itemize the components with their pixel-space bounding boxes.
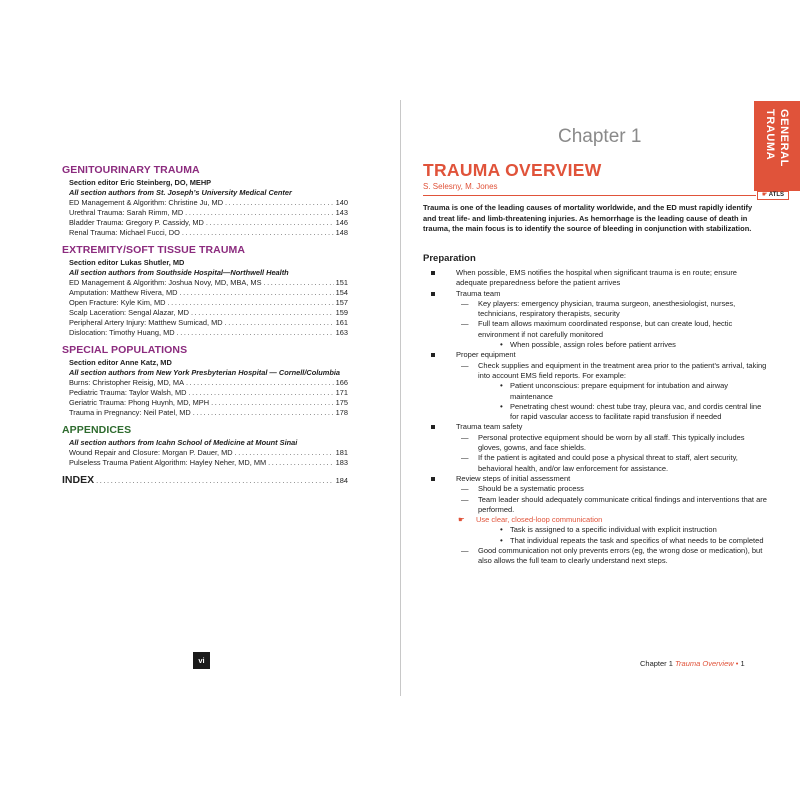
bullet-item (423, 381, 768, 402)
bullet-text: When possible, assign roles before patient arrives (510, 340, 676, 350)
intro-paragraph: Trauma is one of the leading causes of mortality worldwide, and the ED must rapidly identify and treat life- and limb-threatening injuries. As hemorrhage is the leading cause of death in trauma, the main focus is to identify the source of bleeding in conjunction with stabilization. (423, 203, 753, 233)
toc-leader-dots (168, 298, 334, 308)
toc-section-title: APPENDICES (62, 424, 132, 436)
toc-entry-title: Urethral Trauma: Sarah Rimm, MD (69, 208, 184, 217)
toc-entry-page: 148 (335, 228, 348, 237)
toc-leader-dots (182, 228, 334, 238)
toc-entry-title: Amputation: Matthew Rivera, MD (69, 288, 178, 297)
dash-bullet-icon: — (461, 494, 469, 504)
bullet-text: Penetrating chest wound: chest tube tray, pleura vac, and cordis central line for rapid vascular access to facilitate rapid transfusion if needed (510, 401, 762, 422)
toc-entry (62, 328, 348, 338)
toc-section (62, 164, 348, 238)
toc-entry-title: Geriatric Trauma: Phong Huynh, MD, MPH (69, 398, 210, 407)
bullet-text: Full team allows maximum coordinated response, but can create loud, hectic environment if not carefully monitored (478, 319, 733, 339)
toc-entry-title: Peripheral Artery Injury: Matthew Sumicad, MD (69, 318, 223, 327)
toc-entry (62, 198, 348, 208)
toc-entry-page: 154 (335, 288, 348, 297)
bullet-item (423, 319, 768, 340)
title-rule (423, 195, 756, 196)
bullet-text: Good communication not only prevents errors (eg, the wrong dose or medication), but also allows the full team to clearly understand next steps. (478, 546, 763, 566)
toc-entry (62, 218, 348, 228)
bullet-item (423, 402, 768, 423)
bullet-item (423, 495, 768, 516)
toc-entry-title: ED Management & Algorithm: Joshua Novy, MD, MBA, MS (69, 278, 262, 287)
dot-bullet-icon: • (500, 535, 503, 545)
dash-bullet-icon: — (461, 298, 469, 308)
dash-bullet-icon: — (461, 484, 469, 494)
toc-leader-dots (186, 378, 334, 388)
toc-entry-title: Dislocation: Timothy Huang, MD (69, 328, 175, 337)
toc-leader-dots (264, 278, 334, 288)
page-number-left: vi (193, 652, 210, 669)
square-bullet-icon (431, 292, 435, 296)
bullet-text: Key players: emergency physician, trauma surgeon, anesthesiologist, nurses, technicians, respiratory therapists, security (478, 298, 736, 319)
bullet-text: Should be a systematic process (478, 484, 584, 494)
toc-section-title: SPECIAL POPULATIONS (62, 344, 188, 356)
toc-leader-dots (185, 208, 333, 218)
bullet-text: Use clear, closed-loop communication (476, 515, 603, 525)
square-bullet-icon (431, 353, 435, 357)
chapter-authors: S. Selesny, M. Jones (423, 182, 498, 191)
toc-entry-title: Bladder Trauma: Gregory P. Cassidy, MD (69, 218, 204, 227)
toc-entry-page: 171 (335, 388, 348, 397)
toc-section (62, 424, 348, 468)
bullet-text: Check supplies and equipment in the treatment area prior to the patient’s arrival, taking into account EMS field reports. For example: (478, 360, 767, 380)
toc-entry (62, 228, 348, 238)
toc-leader-dots (235, 448, 334, 458)
toc-entry-page: 178 (335, 408, 348, 417)
toc-section-authors: All section authors from New York Presbyterian Hospital — Cornell/Columbia (69, 368, 341, 377)
section-tab-label: GENERAL TRAUMA (764, 109, 790, 167)
toc-entry (62, 408, 348, 418)
square-bullet-icon (431, 477, 435, 481)
toc-entry-page: 146 (335, 218, 348, 227)
toc-entry-title: Burns: Christopher Reisig, MD, MA (69, 378, 184, 387)
bullet-item (423, 515, 768, 525)
bullet-item (423, 536, 768, 546)
toc-entry-page: 157 (335, 298, 348, 307)
toc-entry (62, 388, 348, 398)
toc-entry (62, 278, 348, 288)
toc-leader-dots (193, 408, 334, 418)
toc-entry-page: 181 (335, 448, 348, 457)
section-tab (754, 101, 800, 191)
toc-section (62, 244, 348, 338)
toc-index-row (62, 474, 348, 486)
toc-leader-dots (225, 318, 334, 328)
toc-index-page: 184 (335, 476, 348, 485)
bullet-item (423, 361, 768, 382)
square-bullet-icon (431, 425, 435, 429)
bullet-text: Team leader should adequately communicate critical findings and interventions that are performed. (478, 494, 767, 514)
bullet-list (423, 268, 768, 567)
toc-entry-title: Pediatric Trauma: Taylor Walsh, MD (69, 388, 187, 397)
toc-entry-title: Trauma in Pregnancy: Neil Patel, MD (69, 408, 191, 417)
toc-section (62, 344, 348, 418)
dot-bullet-icon: • (500, 381, 503, 391)
toc-leader-dots (188, 388, 333, 398)
bullet-item (423, 546, 768, 567)
toc-entry-page: 140 (335, 198, 348, 207)
toc-leader-dots (96, 476, 334, 485)
toc-section-editor: Section editor Eric Steinberg, DO, MEHP (69, 178, 212, 187)
dash-bullet-icon: — (461, 432, 469, 442)
toc-leader-dots (177, 328, 334, 338)
atls-badge-label: ATLS (768, 192, 785, 198)
toc-entry-page: 161 (335, 318, 348, 327)
toc-entry-title: Renal Trauma: Michael Fucci, DO (69, 228, 180, 237)
footer-page: 1 (740, 659, 745, 668)
toc-entry (62, 448, 348, 458)
toc-entry (62, 458, 348, 468)
bullet-text: Task is assigned to a specific individual with explicit instruction (510, 525, 717, 535)
toc-section-editor: Section editor Anne Katz, MD (69, 358, 172, 367)
toc-entry-page: 143 (335, 208, 348, 217)
dash-bullet-icon: — (461, 360, 469, 370)
toc-entry-page: 183 (335, 458, 348, 467)
pointing-hand-icon: ☛ (458, 515, 465, 525)
toc-entry-page: 159 (335, 308, 348, 317)
footer-separator-dot: • (735, 659, 739, 668)
bullet-text: Patient unconscious: prepare equipment for intubation and airway maintenance (510, 381, 729, 401)
pointing-hand-icon: ☛ (761, 192, 768, 198)
toc-entry-page: 175 (335, 398, 348, 407)
bullet-text: Trauma team (456, 288, 501, 298)
bullet-text: Trauma team safety (456, 422, 523, 432)
toc-leader-dots (179, 288, 333, 298)
toc-section-title: GENITOURINARY TRAUMA (62, 164, 200, 176)
table-of-contents (62, 164, 348, 486)
bullet-item (423, 268, 768, 289)
toc-entry (62, 308, 348, 318)
dash-bullet-icon: — (461, 319, 469, 329)
atls-badge (757, 191, 789, 200)
dot-bullet-icon: • (500, 525, 503, 535)
bullet-text: That individual repeats the task and specifics of what needs to be completed (510, 535, 764, 545)
toc-section-title: EXTREMITY/SOFT TISSUE TRAUMA (62, 244, 246, 256)
bullet-text: When possible, EMS notifies the hospital when significant trauma is en route; ensure adequate preparedness before the patient arrives (456, 268, 737, 288)
toc-section-authors: All section authors from St. Joseph’s University Medical Center (69, 188, 292, 197)
footer-title: Trauma Overview (675, 659, 734, 668)
bullet-text: Proper equipment (456, 350, 516, 360)
bullet-item (423, 525, 768, 535)
toc-leader-dots (191, 308, 334, 318)
toc-entry (62, 398, 348, 408)
toc-entry (62, 378, 348, 388)
bullet-item (423, 484, 768, 494)
toc-leader-dots (225, 198, 334, 208)
bullet-text: Review steps of initial assessment (456, 473, 571, 483)
bullet-item (423, 289, 768, 299)
toc-entry-title: Pulseless Trauma Patient Algorithm: Hayley Neher, MD, MM (69, 458, 267, 467)
chapter-label: Chapter 1 (558, 126, 642, 147)
running-footer (640, 659, 745, 668)
toc-entry-title: Open Fracture: Kyle Kim, MD (69, 298, 166, 307)
bullet-item (423, 422, 768, 432)
toc-entry (62, 208, 348, 218)
chapter-title: TRAUMA OVERVIEW (423, 160, 602, 180)
toc-entry-title: ED Management & Algorithm: Christine Ju, MD (69, 198, 224, 207)
footer-chapter: Chapter 1 (640, 659, 673, 668)
toc-leader-dots (206, 218, 334, 228)
toc-leader-dots (268, 458, 334, 468)
toc-entry (62, 298, 348, 308)
square-bullet-icon (431, 271, 435, 275)
toc-section-authors: All section authors from Icahn School of Medicine at Mount Sinai (69, 438, 298, 447)
toc-section-editor: Section editor Lukas Shutler, MD (69, 258, 185, 267)
toc-entry-page: 151 (335, 278, 348, 287)
dot-bullet-icon: • (500, 401, 503, 411)
bullet-item (423, 474, 768, 484)
bullet-item (423, 340, 768, 350)
bullet-item (423, 453, 768, 474)
bullet-item (423, 350, 768, 360)
dash-bullet-icon: — (461, 546, 469, 556)
section-heading: Preparation (423, 253, 476, 264)
bullet-text: Personal protective equipment should be worn by all staff. This typically includes gloves, gowns, and face shields. (478, 432, 745, 453)
toc-entry-title: Scalp Laceration: Sengal Alazar, MD (69, 308, 189, 317)
bullet-item (423, 299, 768, 320)
toc-section-authors: All section authors from Southside Hospital—Northwell Health (69, 268, 289, 277)
toc-entry-title: Wound Repair and Closure: Morgan P. Dauer, MD (69, 448, 233, 457)
right-page (401, 0, 800, 800)
toc-entry-page: 163 (335, 328, 348, 337)
dash-bullet-icon: — (461, 453, 469, 463)
dot-bullet-icon: • (500, 340, 503, 350)
toc-entry-page: 166 (335, 378, 348, 387)
toc-entry (62, 318, 348, 328)
toc-index-title: INDEX (62, 474, 95, 486)
bullet-text: If the patient is agitated and could pose a physical threat to staff, alert security, behavioral health, and/or law enforcement for assistance. (478, 453, 738, 473)
bullet-item (423, 433, 768, 454)
toc-entry (62, 288, 348, 298)
toc-leader-dots (211, 398, 334, 408)
toc-sections (62, 164, 348, 468)
